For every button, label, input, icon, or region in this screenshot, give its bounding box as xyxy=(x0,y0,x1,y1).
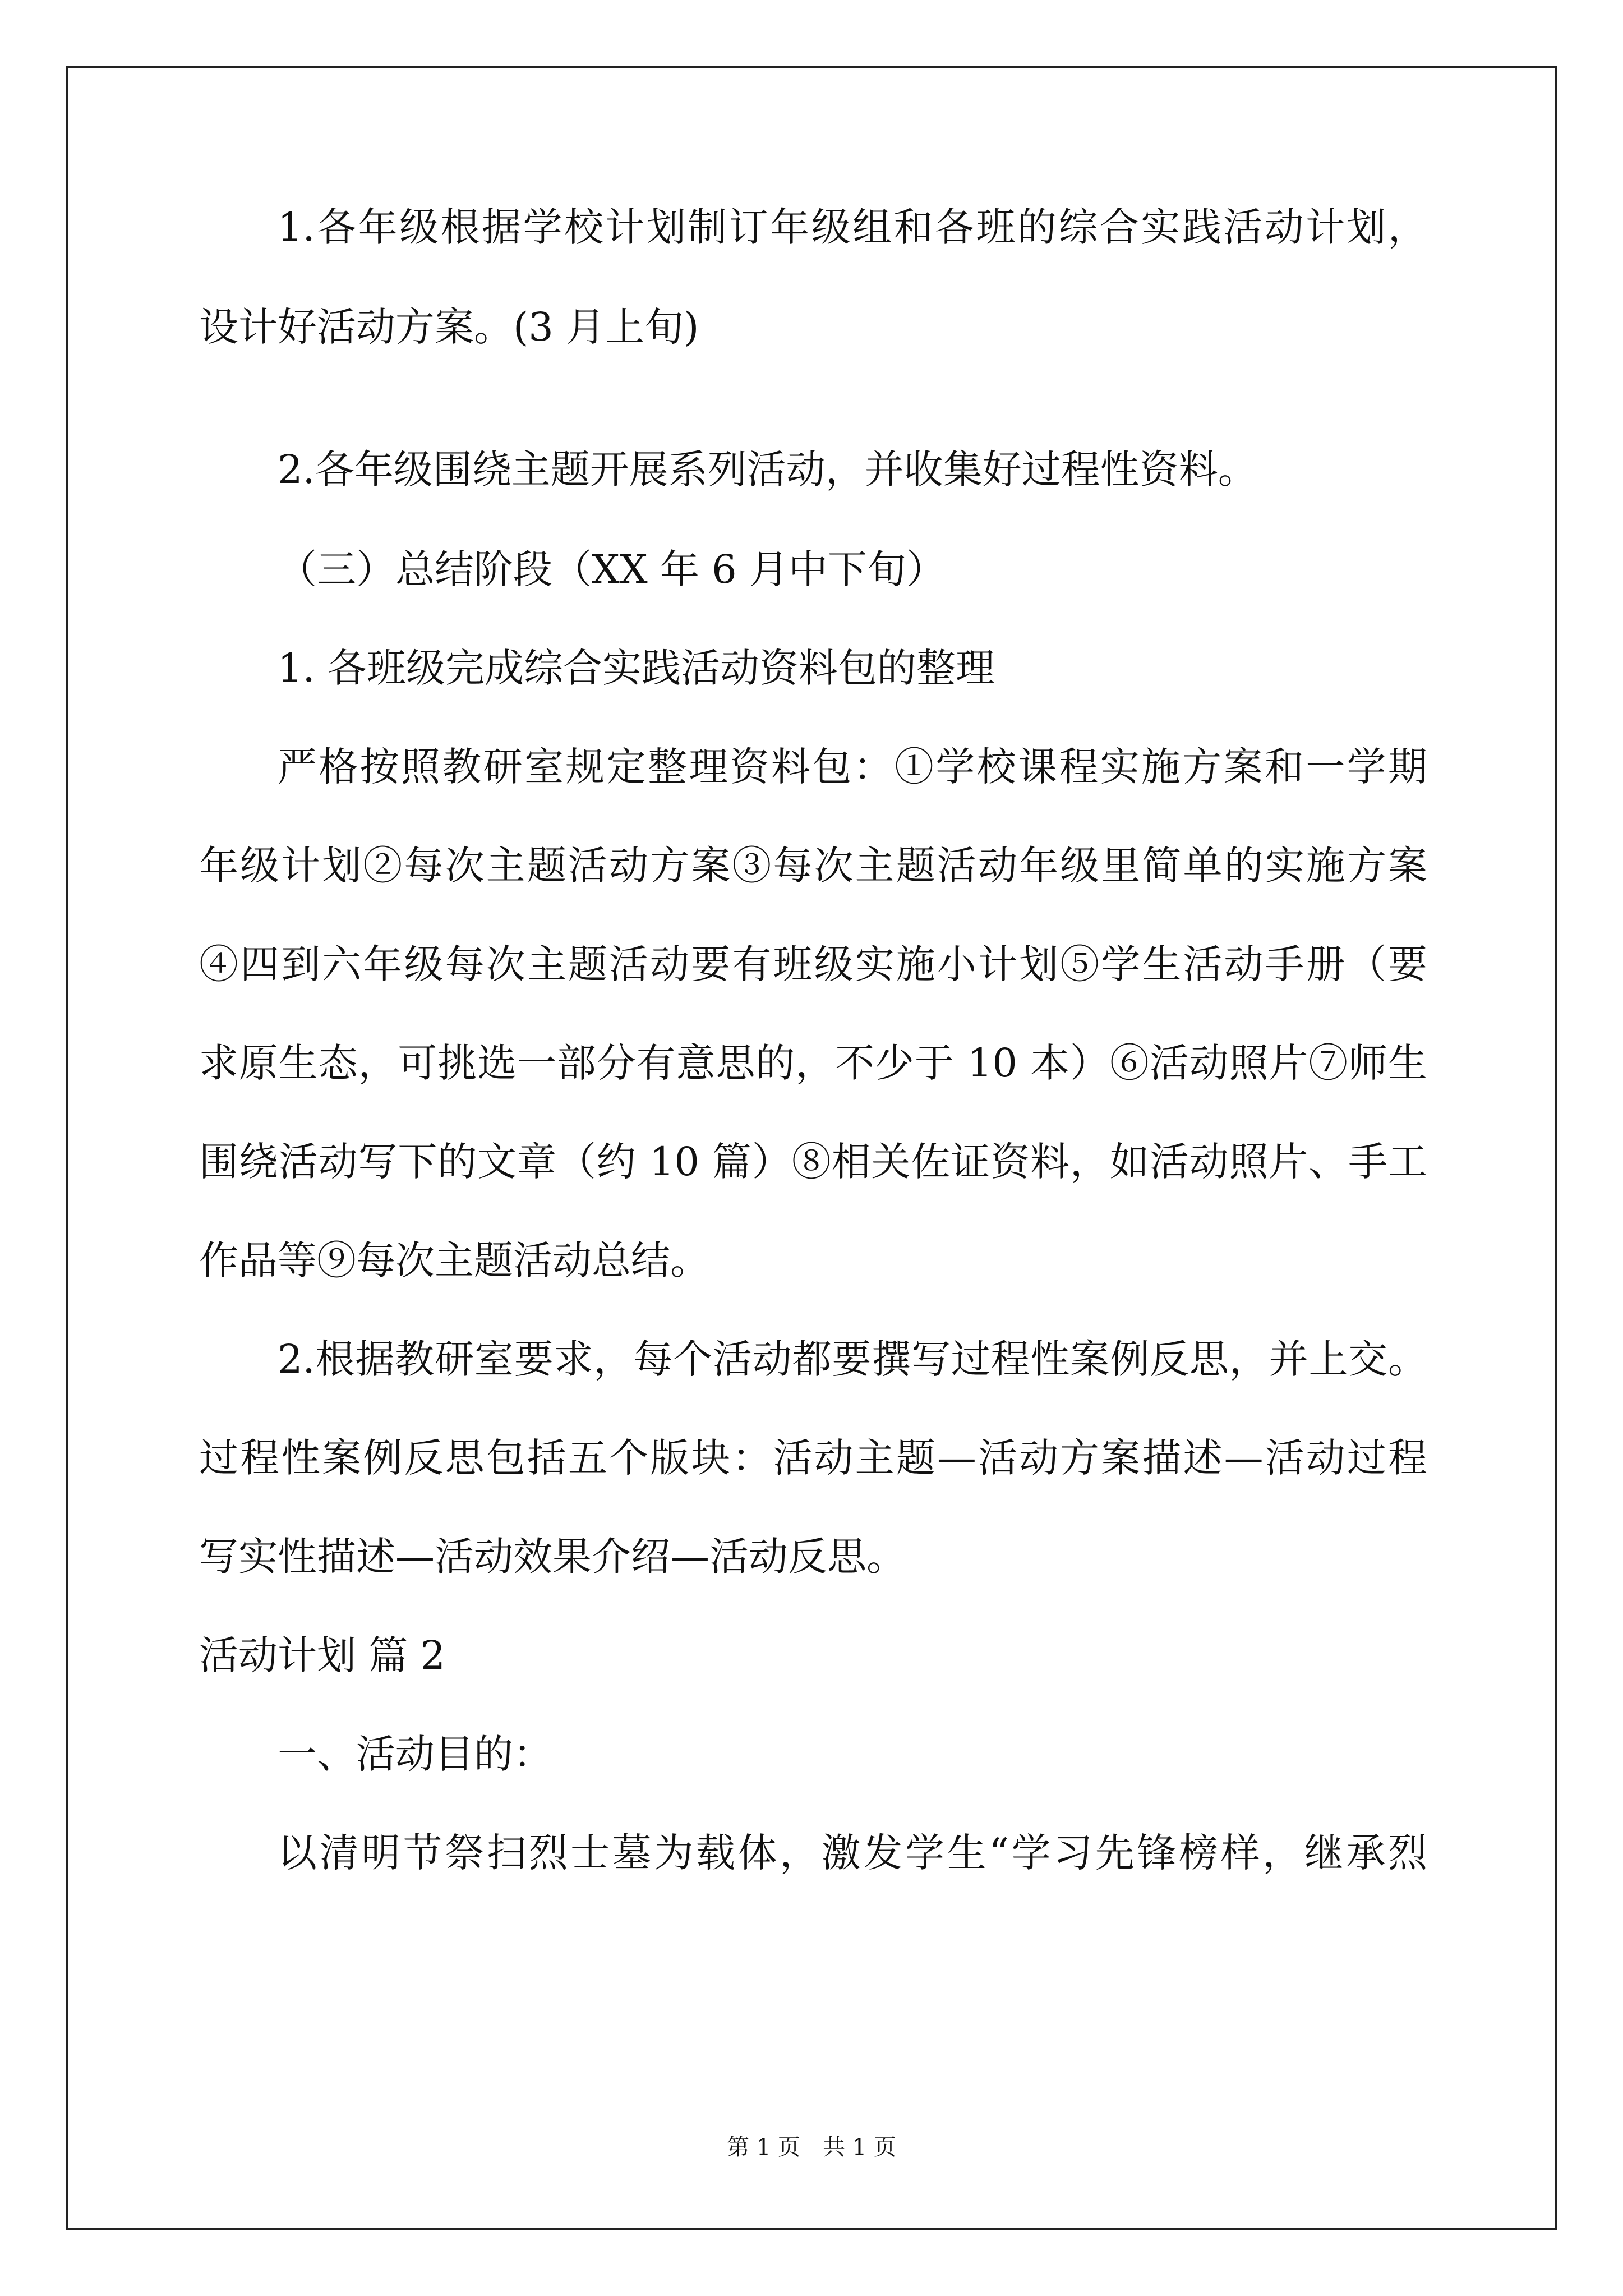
paragraph-8-line-1: 以清明节祭扫烈士墓为载体，激发学生“学习先锋榜样，继承烈 xyxy=(278,1830,1427,1876)
paragraph-5-line-2: 年级计划②每次主题活动方案③每次主题活动年级里简单的实施方案 xyxy=(199,843,1427,889)
paragraph-6-line-1: 2.根据教研室要求，每个活动都要撰写过程性案例反思，并上交。 xyxy=(278,1336,1427,1382)
paragraph-5-line-1: 严格按照教研室规定整理资料包：①学校课程实施方案和一学期 xyxy=(278,744,1427,790)
paragraph-1-line-1: 1.各年级根据学校计划制订年级组和各班的综合实践活动计划， xyxy=(278,204,1427,250)
paragraph-5-line-5: 围绕活动写下的文章（约 10 篇）⑧相关佐证资料，如活动照片、手工 xyxy=(199,1139,1427,1185)
paragraph-7: 一、活动目的： xyxy=(278,1731,552,1777)
paragraph-5-line-3: ④四到六年级每次主题活动要有班级实施小计划⑤学生活动手册（要 xyxy=(199,941,1427,987)
paragraph-6-line-2: 过程性案例反思包括五个版块：活动主题—活动方案描述—活动过程 xyxy=(199,1435,1427,1481)
page-footer: 第 1 页 共 1 页 xyxy=(727,2134,896,2160)
paragraph-6-line-3: 写实性描述—活动效果介绍—活动反思。 xyxy=(199,1534,906,1580)
section-title-plan-2: 活动计划 篇 2 xyxy=(199,1632,446,1678)
paragraph-4: 1. 各班级完成综合实践活动资料包的整理 xyxy=(278,645,995,691)
paragraph-5-line-6: 作品等⑨每次主题活动总结。 xyxy=(199,1237,709,1283)
paragraph-2: 2.各年级围绕主题开展系列活动，并收集好过程性资料。 xyxy=(278,447,1257,493)
paragraph-1-line-2: 设计好活动方案。(3 月上旬) xyxy=(199,304,699,350)
section-heading-summary: （三）总结阶段（XX 年 6 月中下旬） xyxy=(278,546,946,592)
paragraph-5-line-4: 求原生态，可挑选一部分有意思的，不少于 10 本）⑥活动照片⑦师生 xyxy=(199,1040,1427,1086)
